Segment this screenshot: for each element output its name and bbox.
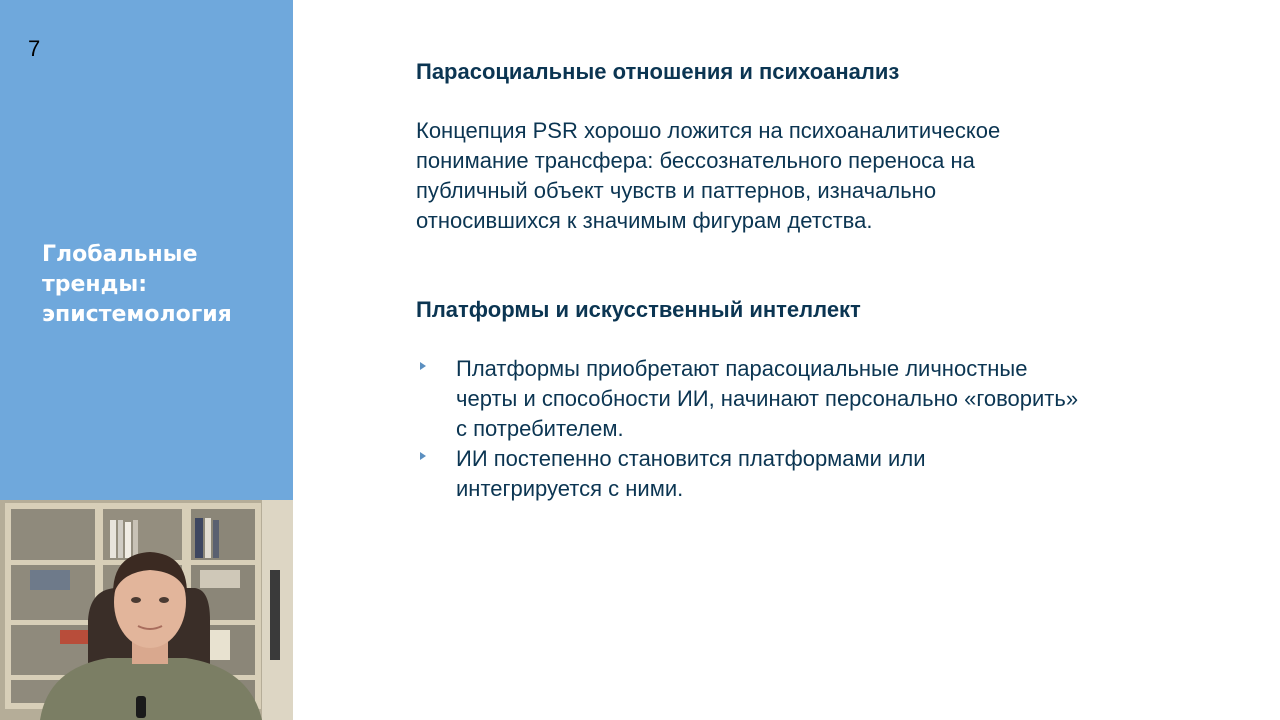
- bullet-line: с потребителем.: [456, 416, 624, 441]
- bullet-triangle-icon: [420, 452, 426, 460]
- sidebar-title-line: тренды:: [42, 272, 148, 297]
- sidebar-title-line: эпистемология: [42, 302, 232, 327]
- bullet-line: интегрируется с ними.: [456, 476, 684, 501]
- sidebar-title: [42, 240, 282, 330]
- paragraph-line: относившихся к значимым фигурам детства.: [416, 208, 873, 233]
- bullet-triangle-icon: [420, 362, 426, 370]
- paragraph-line: понимание трансфера: бессознательного переноса на: [416, 148, 975, 173]
- bullet-line: Платформы приобретают парасоциальные личностные: [456, 356, 1028, 381]
- bullet-line: черты и способности ИИ, начинают персонально «говорить»: [456, 386, 1079, 411]
- bullet-line: ИИ постепенно становится платформами или: [456, 446, 926, 471]
- slide-sidebar: [0, 0, 293, 500]
- webcam-scene: [0, 500, 293, 720]
- bullet-text: [456, 444, 1078, 504]
- section-heading-platforms-ai: Платформы и искусственный интеллект: [416, 297, 861, 322]
- list-item: [416, 444, 1078, 504]
- paragraph-line: публичный объект чувств и паттернов, изначально: [416, 178, 937, 203]
- presenter-webcam-video: [0, 500, 293, 720]
- bullet-text: [456, 354, 1078, 444]
- slide-number: 7: [28, 36, 41, 61]
- sidebar-title-line: Глобальные: [42, 242, 198, 267]
- paragraph-line: Концепция PSR хорошо ложится на психоаналитическое: [416, 118, 1001, 143]
- section-heading-parasocial: Парасоциальные отношения и психоанализ: [416, 59, 900, 84]
- bullet-list: [416, 354, 1078, 504]
- section-paragraph-parasocial: [416, 116, 1000, 236]
- list-item: [416, 354, 1078, 444]
